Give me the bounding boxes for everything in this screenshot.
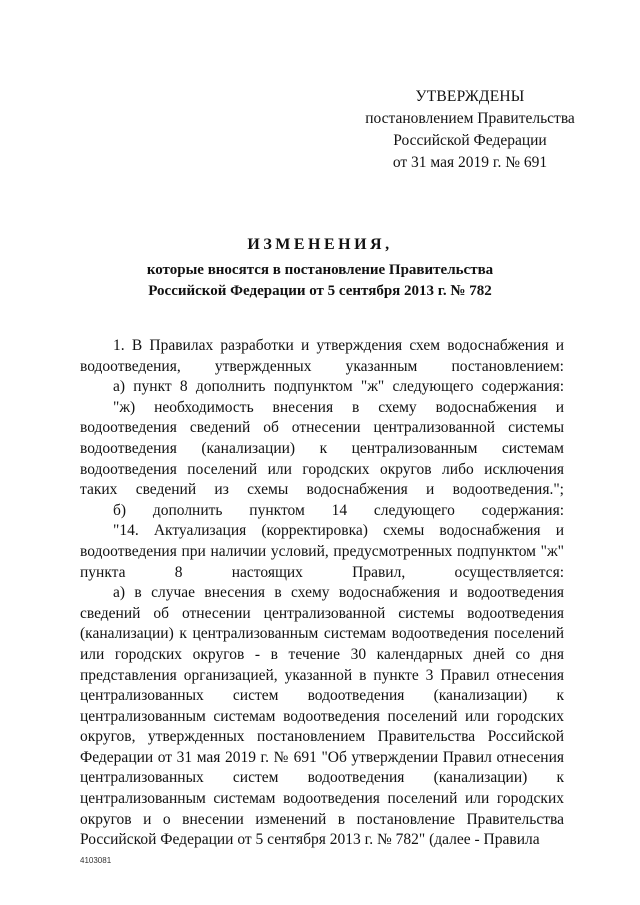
paragraph-2: а) пункт 8 дополнить подпунктом "ж" следующего содержания: <box>113 378 564 396</box>
approval-block <box>340 86 600 174</box>
document-subtitle <box>0 260 640 302</box>
approval-line-3: от 31 мая 2019 г. № 691 <box>392 154 548 171</box>
footer-code: 4103081 <box>80 856 112 865</box>
approval-line-2: Российской Федерации <box>393 132 547 149</box>
paragraph-4: б) дополнить пунктом 14 следующего содержания: <box>113 501 564 519</box>
document-body <box>80 336 564 851</box>
paragraph-1: 1. В Правилах разработки и утверждения схем водоснабжения и водоотведения, утвержденных указанным постановлением: <box>80 337 564 375</box>
paragraph-6: а) в случае внесения в схему водоснабжения и водоотведения сведений об отнесении централизованной системы водоотведения (канализации) к централизованным системам водоотведения поселений или городских округов - в течение 30 календарных дней со дня представления организацией, указанной в пункте 3 Правил отнесения централизованных систем водоотведения (канализации) к централизованным системам водоотведения поселений или городских округов, утвержденных постановлением Правительства Российской Федерации от 31 мая 2019 г. № 691 "Об утверждении Правил отнесения централизованных систем водоотведения (канализации) к централизованным системам водоотведения поселений или городских округов и о внесении изменений в постановление Правительства Российской Федерации от 5 сентября 2013 г. № 782" (далее - Правила <box>80 584 564 849</box>
subtitle-line-2: Российской Федерации от 5 сентября 2013 г. № 782 <box>148 283 492 299</box>
paragraph-3: "ж) необходимость внесения в схему водоснабжения и водоотведения сведений об отнесении централизованной системы водоотведения (канализации) к централизованным системам водоотведения поселений или городских округов либо исключения таких сведений из схемы водоснабжения и водоотведения."; <box>80 398 564 499</box>
subtitle-line-1: которые вносятся в постановление Правительства <box>146 262 494 278</box>
document-title: ИЗМЕНЕНИЯ, <box>247 236 393 253</box>
paragraph-5: "14. Актуализация (корректировка) схемы водоснабжения и водоотведения при наличии условий, предусмотренных подпунктом "ж" пункта 8 настоящих Правил, осуществляется: <box>80 522 564 581</box>
approval-heading: УТВЕРЖДЕНЫ <box>415 88 525 105</box>
approval-line-1: постановлением Правительства <box>365 110 575 127</box>
